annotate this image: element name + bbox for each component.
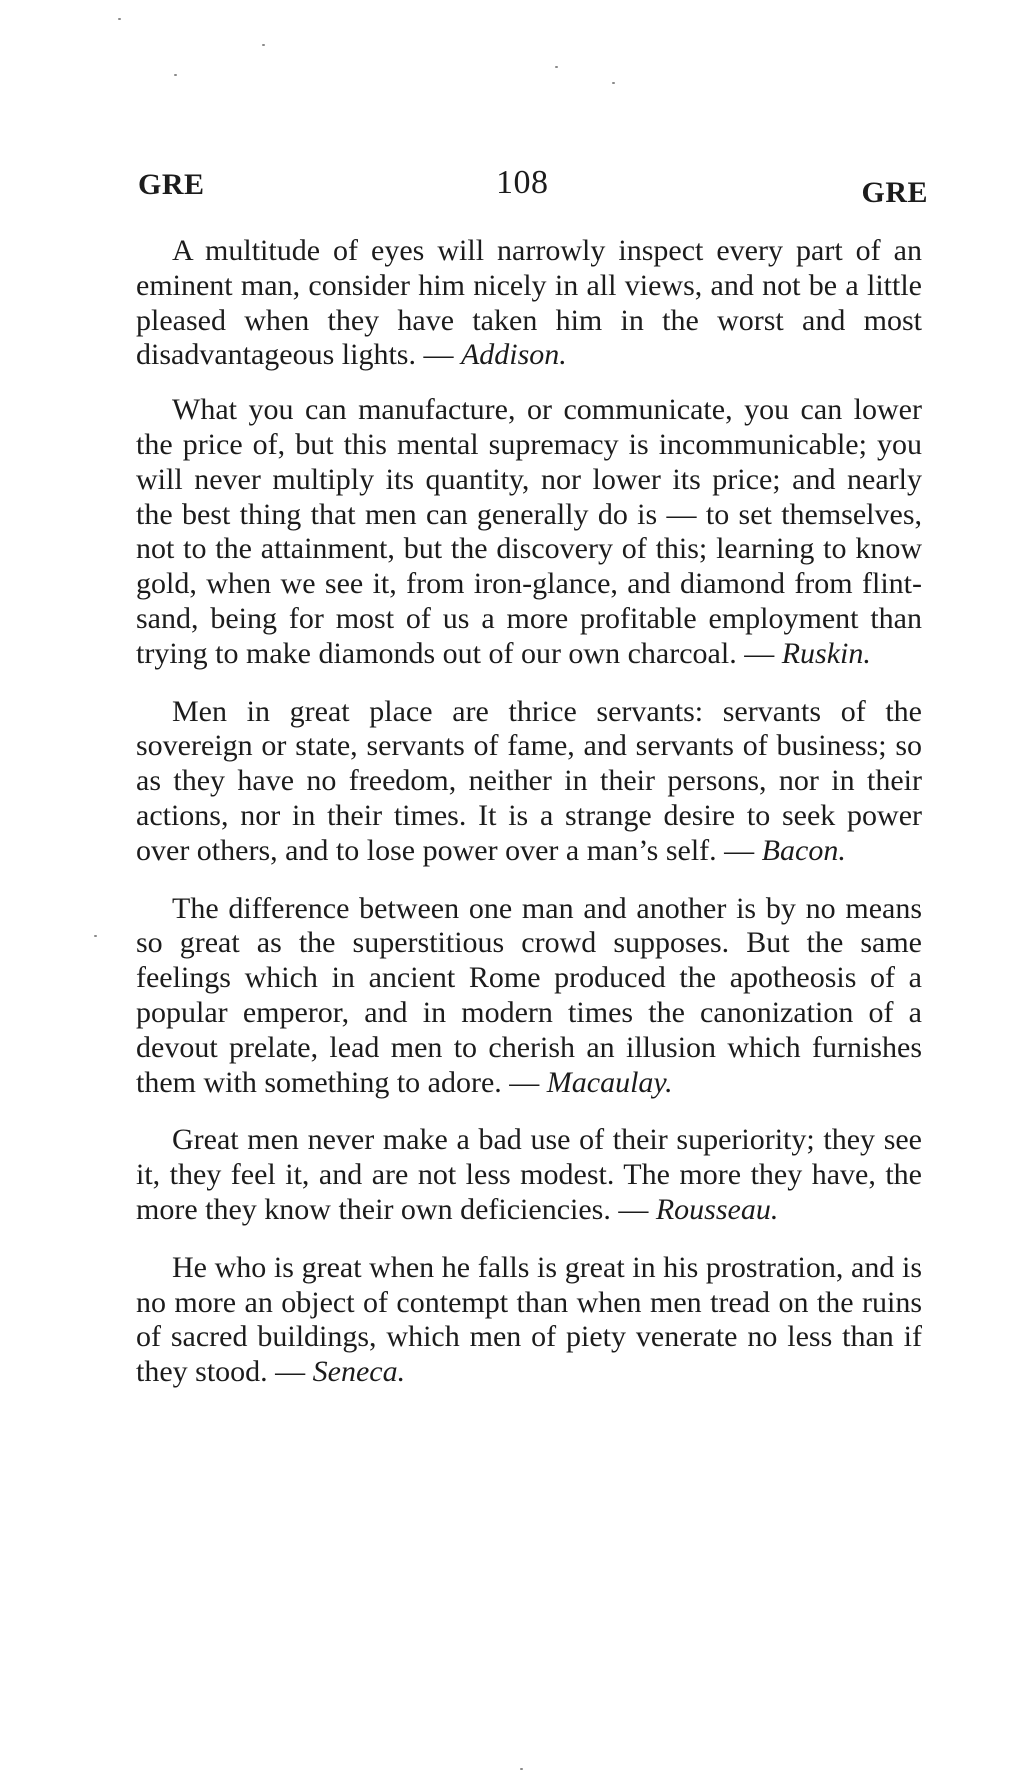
quote-author: Seneca. (312, 1355, 406, 1389)
paper-speck (262, 44, 265, 46)
page-number: 108 (496, 164, 549, 201)
quote-author: Addison. (460, 338, 567, 372)
quote-paragraph (136, 1251, 922, 1390)
quote-author: Bacon. (761, 833, 846, 867)
quote-paragraph (136, 234, 922, 373)
paper-speck (612, 82, 615, 84)
paper-speck (174, 74, 177, 76)
quote-text: The difference between one man and another is by no means so great as the superstitious crowd supposes. But the same feelings which in ancient Rome produced the apotheosis of a popular emperor, and in modern times the canonization of a devout prelate, lead men to cherish an illusion which furnishes them with something to adore. — (136, 891, 922, 1099)
quote-paragraph (136, 695, 922, 869)
quote-text: Men in great place are thrice servants: servants of the sovereign or state, servants of fame, and servants of business; so as they have no freedom, neither in their persons, nor in their actions, nor in their times. It is a strange desire to seek power over others, and to lose power over a man’s self. — (136, 694, 922, 867)
quote-text: What you can manufacture, or communicate, you can lower the price of, but this mental supremacy is incommunicable; you will never multiply its quantity, nor lower its price; and nearly the best thing that men can generally do is — to set themselves, not to the attainment, but the discovery of this; learning to know gold, when we see it, from iron-glance, and diamond from flint-sand, being for most of us a more profitable employment than trying to make diamonds out of our own charcoal. — (136, 393, 922, 670)
paper-speck (520, 1768, 523, 1770)
paper-speck (118, 18, 121, 20)
running-header (138, 164, 928, 218)
quote-author: Rousseau. (655, 1192, 779, 1226)
quote-paragraph (136, 393, 922, 671)
quotations-body (136, 234, 922, 1410)
header-left-guide-word: GRE (138, 168, 205, 201)
quote-paragraph (136, 1123, 922, 1227)
quote-text: A multitude of eyes will narrowly inspect every part of an eminent man, consider him nicely in all views, and not be a little pleased when they have taken him in the worst and most disadvantageous lights. — (136, 234, 922, 372)
quote-text: He who is great when he falls is great in his prostration, and is no more an object of contempt than when men tread on the ruins of sacred buildings, which men of piety venerate no less than if they stood. — (136, 1250, 922, 1389)
header-right-guide-word: GRE (861, 176, 928, 209)
quote-author: Ruskin. (781, 636, 871, 670)
quote-author: Macaulay. (546, 1065, 673, 1099)
paper-speck (555, 66, 558, 68)
quote-paragraph (136, 892, 922, 1101)
quote-text: Great men never make a bad use of their superiority; they see it, they feel it, and are not less modest. The more they have, the more they know their own deficiencies. — (136, 1123, 922, 1226)
paper-speck (94, 935, 97, 937)
